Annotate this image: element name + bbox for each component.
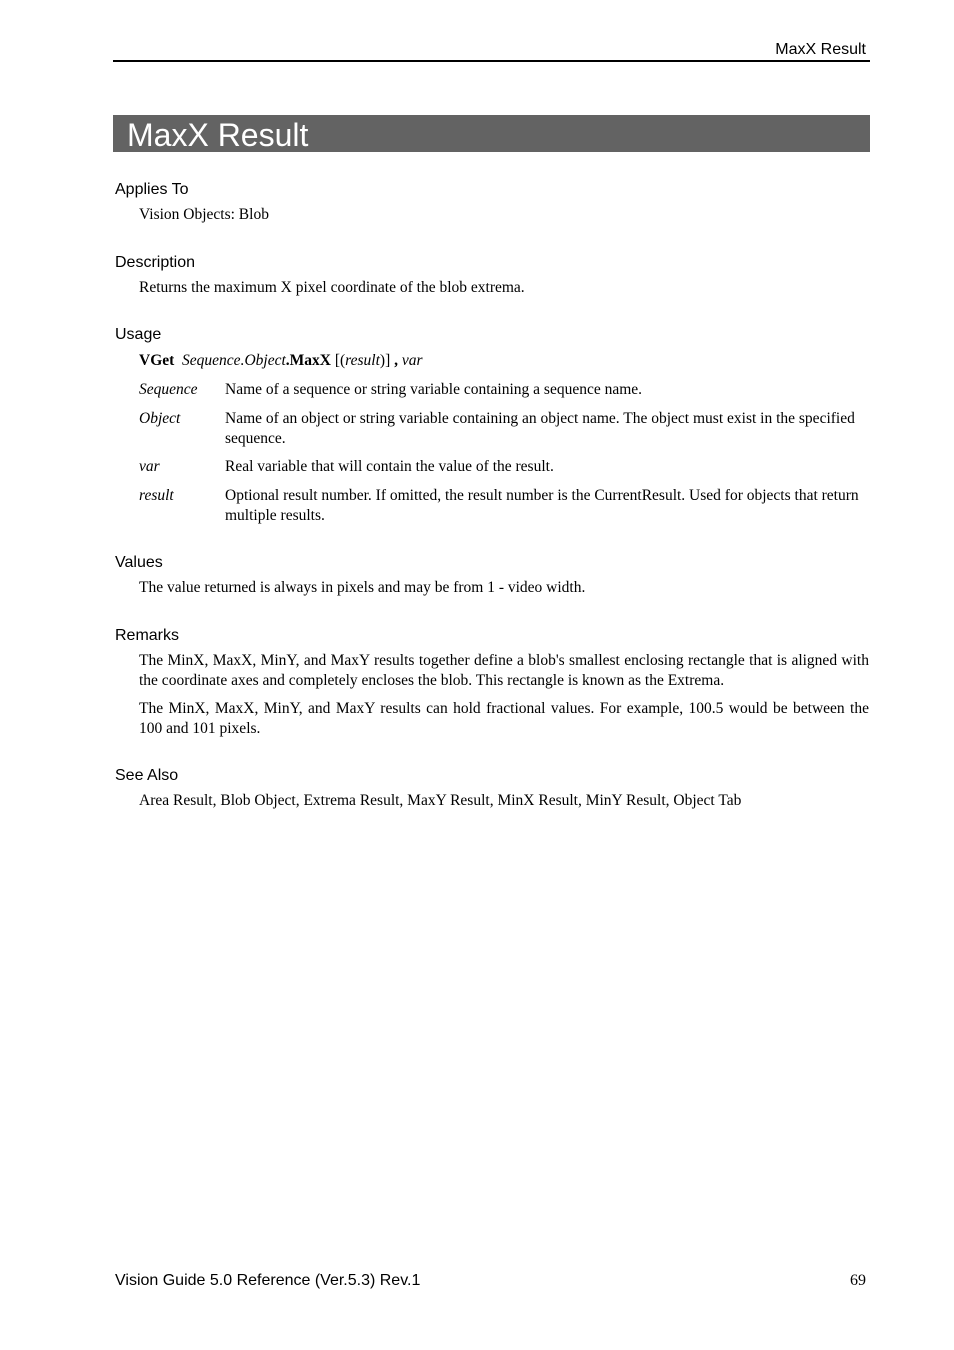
usage-comma: , [394,352,398,369]
footer-document-title: Vision Guide 5.0 Reference (Ver.5.3) Rev.1 [115,1272,421,1289]
usage-syntax [139,351,423,371]
usage-command: VGet [139,352,175,369]
description-text: Returns the maximum X pixel coordinate of the blob extrema. [139,279,525,296]
page-title-bar [113,115,870,152]
usage-sequence-object: Sequence.Object [182,352,286,369]
remarks-paragraph-2: The MinX, MaxX, MinY, and MaxY results can hold fractional values. For example, 100.5 would be between the 100 and 101 pixels. [139,700,869,737]
see-also-heading: See Also [115,767,179,784]
page-title: MaxX Result [127,117,309,153]
running-header-title: MaxX Result [775,41,866,58]
values-text: The value returned is always in pixels and may be from 1 - video width. [139,579,586,596]
see-also-text: Area Result, Blob Object, Extrema Result, MaxY Result, MinX Result, MinY Result, Object Tab [139,792,742,809]
param-name-sequence: Sequence [139,381,198,398]
param-name-result: result [139,487,174,504]
param-desc-object: Name of an object or string variable containing an object name. The object must exist in the specified sequence. [225,410,855,447]
applies-to-heading: Applies To [115,181,189,198]
param-desc-var: Real variable that will contain the value of the result. [225,458,554,475]
param-name-var: var [139,458,160,475]
usage-open-bracket: [( [330,352,346,369]
header-rule [113,60,870,62]
usage-result-arg: result [345,352,380,369]
footer-page-number: 69 [850,1272,866,1289]
applies-to-text: Vision Objects: Blob [139,206,269,223]
param-name-object: Object [139,410,181,427]
remarks-paragraph-1: The MinX, MaxX, MinY, and MaxY results together define a blob's smallest enclosing rectangle that is aligned with the coordinate axes and completely encloses the blob. This rectangle is known as the Extrema. [139,652,869,689]
usage-close-bracket: )] [379,352,395,369]
values-heading: Values [115,554,163,571]
usage-property: MaxX [289,352,331,369]
param-desc-result: Optional result number. If omitted, the result number is the CurrentResult. Used for objects that return multiple results. [225,487,859,524]
remarks-heading: Remarks [115,627,180,644]
usage-dot: . [285,352,290,369]
usage-var-arg: var [401,352,423,369]
param-desc-sequence: Name of a sequence or string variable containing a sequence name. [225,381,643,398]
usage-heading: Usage [115,326,162,343]
description-heading: Description [115,254,196,271]
